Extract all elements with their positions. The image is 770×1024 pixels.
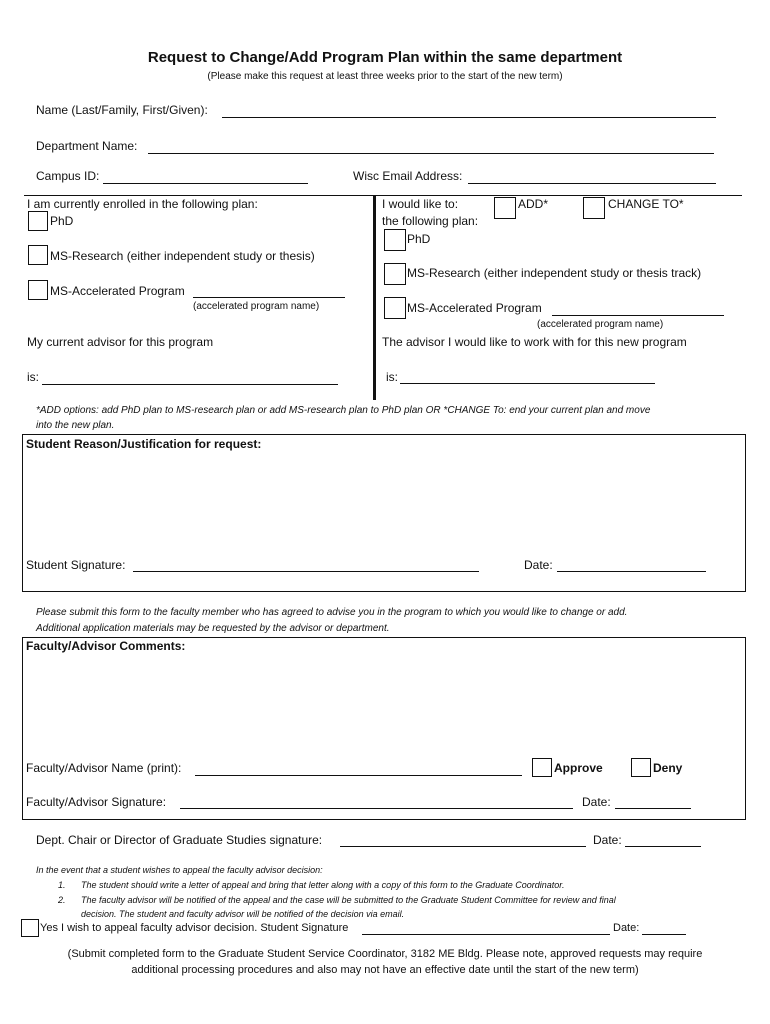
- chair-signature-label: Dept. Chair or Director of Graduate Studies signature:: [36, 833, 323, 847]
- appeal-checkbox-label: Yes I wish to appeal faculty advisor decision. Student Signature: [40, 922, 349, 934]
- submit-note-line2: Additional application materials may be requested by the advisor or department.: [36, 623, 390, 634]
- name-field[interactable]: [222, 117, 716, 118]
- faculty-signature-label: Faculty/Advisor Signature:: [26, 795, 167, 809]
- campus-id-field[interactable]: [103, 183, 308, 184]
- plan-section-top-border: [24, 195, 742, 196]
- new-advisor-is-label: is:: [386, 370, 398, 384]
- new-advisor-field[interactable]: [400, 383, 655, 384]
- appeal-item1: The student should write a letter of appeal and bring that letter along with a copy of this form to the Graduate Coordinator.: [81, 880, 565, 890]
- email-label: Wisc Email Address:: [353, 169, 463, 183]
- student-signature-field[interactable]: [133, 571, 479, 572]
- new-advisor-label: The advisor I would like to work with for this new program: [382, 335, 687, 349]
- appeal-date-field[interactable]: [642, 934, 686, 935]
- current-plan-heading: I am currently enrolled in the following plan:: [27, 197, 258, 211]
- new-plan-heading-cont: the following plan:: [382, 214, 479, 228]
- faculty-box: [22, 637, 746, 820]
- new-phd-label: PhD: [407, 232, 431, 246]
- footer-line2: additional processing procedures and also may not have an effective date until the start of the new term): [131, 964, 639, 976]
- change-to-checkbox[interactable]: [583, 197, 605, 219]
- chair-signature-field[interactable]: [340, 846, 586, 847]
- current-accelerated-name-field[interactable]: [193, 297, 345, 298]
- department-label: Department Name:: [36, 139, 138, 153]
- appeal-item2-line2: decision. The student and faculty advisor will be notified of the decision via email.: [81, 909, 405, 919]
- new-ms-accelerated-label: MS-Accelerated Program: [407, 301, 542, 315]
- page-title: Request to Change/Add Program Plan within the same department: [147, 49, 623, 66]
- campus-id-label: Campus ID:: [36, 169, 100, 183]
- footer-line1: (Submit completed form to the Graduate Student Service Coordinator, 3182 ME Bldg. Please note, approved requests may require: [67, 948, 703, 960]
- chair-date-label: Date:: [593, 833, 622, 847]
- current-ms-accelerated-label: MS-Accelerated Program: [50, 284, 185, 298]
- approve-checkbox[interactable]: [532, 758, 552, 777]
- faculty-date-label: Date:: [582, 795, 611, 809]
- email-field[interactable]: [468, 183, 716, 184]
- student-date-label: Date:: [524, 558, 553, 572]
- new-accelerated-name-field[interactable]: [552, 315, 724, 316]
- appeal-date-label: Date:: [613, 922, 640, 934]
- add-label: ADD*: [518, 197, 549, 211]
- current-advisor-is-label: is:: [27, 370, 39, 384]
- appeal-checkbox[interactable]: [21, 919, 39, 937]
- current-phd-label: PhD: [50, 214, 74, 228]
- student-date-field[interactable]: [557, 571, 706, 572]
- justification-heading: Student Reason/Justification for request:: [26, 437, 262, 451]
- current-advisor-label: My current advisor for this program: [27, 335, 214, 349]
- appeal-signature-field[interactable]: [362, 934, 610, 935]
- current-ms-research-label: MS-Research (either independent study or thesis): [50, 249, 315, 263]
- page-subtitle: (Please make this request at least three weeks prior to the start of the new term): [207, 71, 563, 82]
- plan-section-divider: [373, 195, 376, 400]
- new-accelerated-note: (accelerated program name): [537, 319, 664, 330]
- options-note-line2: into the new plan.: [36, 420, 115, 431]
- current-phd-checkbox[interactable]: [28, 211, 48, 231]
- new-plan-heading: I would like to:: [382, 197, 459, 211]
- add-checkbox[interactable]: [494, 197, 516, 219]
- appeal-intro: In the event that a student wishes to appeal the faculty advisor decision:: [36, 865, 323, 875]
- approve-label: Approve: [554, 761, 603, 775]
- appeal-item2-line1: The faculty advisor will be notified of the appeal and the case will be submitted to the Graduate Student Committee for review and final: [81, 895, 616, 905]
- justification-box[interactable]: [22, 434, 746, 592]
- faculty-name-label: Faculty/Advisor Name (print):: [26, 761, 182, 775]
- new-ms-accelerated-checkbox[interactable]: [384, 297, 406, 319]
- current-ms-research-checkbox[interactable]: [28, 245, 48, 265]
- appeal-item2-number: 2.: [58, 895, 66, 905]
- submit-note-line1: Please submit this form to the faculty member who has agreed to advise you in the program to which you would like to change or add.: [36, 607, 628, 618]
- faculty-signature-field[interactable]: [180, 808, 573, 809]
- faculty-date-field[interactable]: [615, 808, 691, 809]
- student-signature-label: Student Signature:: [26, 558, 126, 572]
- faculty-comments-heading: Faculty/Advisor Comments:: [26, 639, 186, 653]
- change-to-label: CHANGE TO*: [608, 197, 684, 211]
- current-advisor-field[interactable]: [42, 384, 338, 385]
- name-label: Name (Last/Family, First/Given):: [36, 103, 208, 117]
- new-ms-research-checkbox[interactable]: [384, 263, 406, 285]
- appeal-item1-number: 1.: [58, 880, 66, 890]
- options-note-line1: *ADD options: add PhD plan to MS-research plan or add MS-research plan to PhD plan OR *CHANGE To: end your current plan and move: [36, 405, 651, 416]
- new-ms-research-label: MS-Research (either independent study or thesis track): [407, 266, 702, 280]
- current-accelerated-note: (accelerated program name): [193, 301, 320, 312]
- new-phd-checkbox[interactable]: [384, 229, 406, 251]
- chair-date-field[interactable]: [625, 846, 701, 847]
- department-field[interactable]: [148, 153, 714, 154]
- deny-label: Deny: [653, 761, 683, 775]
- deny-checkbox[interactable]: [631, 758, 651, 777]
- current-ms-accelerated-checkbox[interactable]: [28, 280, 48, 300]
- faculty-name-field[interactable]: [195, 775, 522, 776]
